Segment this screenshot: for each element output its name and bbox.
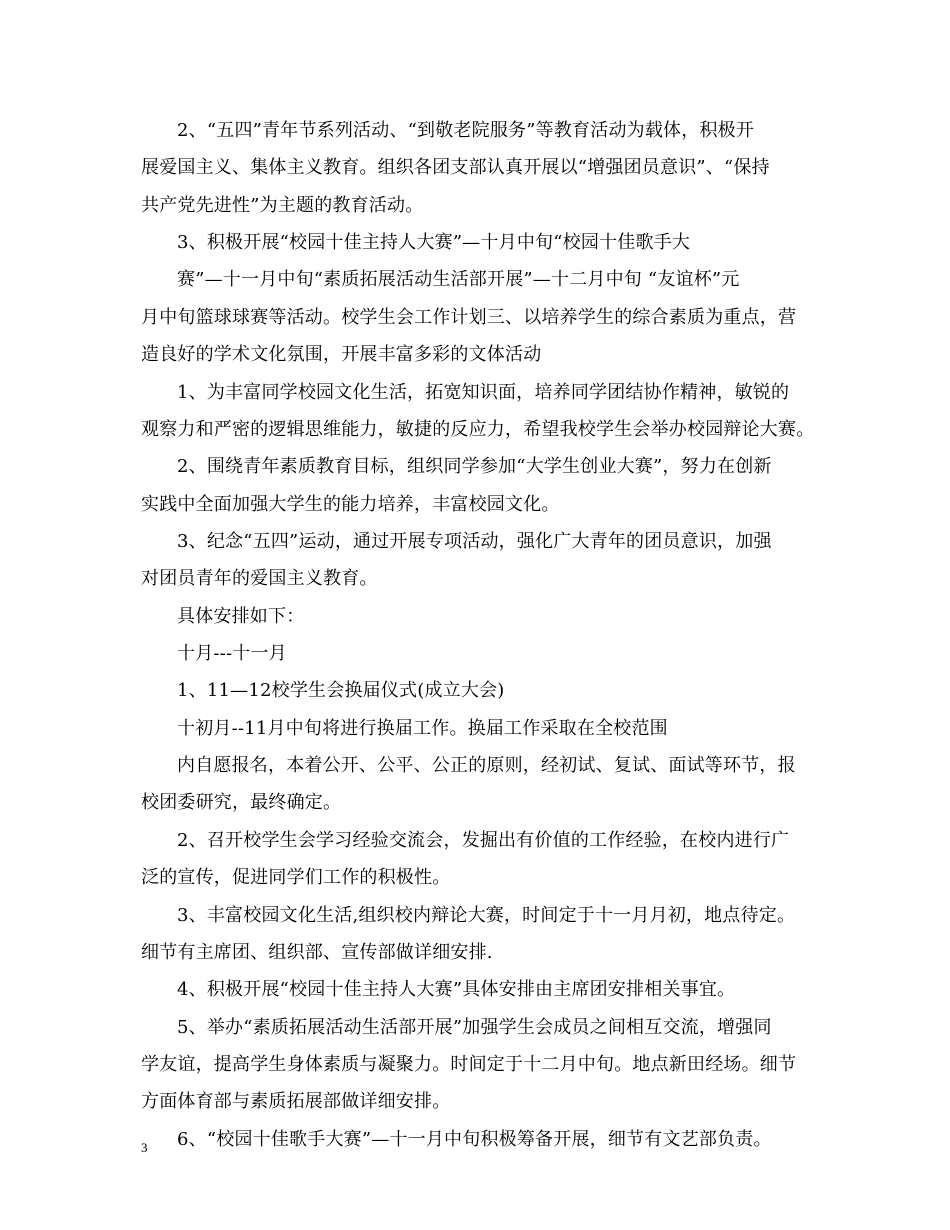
- text-line: 4、积极开展“校园十佳主持人大赛”具体安排由主席团安排相关事宜。: [177, 979, 736, 1001]
- text-line: 2、“五四”青年节系列活动、“到敬老院服务”等教育活动为载体，积极开: [177, 120, 755, 141]
- text-line: 2、召开校学生会学习经验交流会，发掘出有价值的工作经验，在校内进行广: [177, 829, 790, 851]
- text-line: 2、围绕青年素质教育目标，组织同学参加“大学生创业大赛”，努力在创新: [177, 456, 772, 478]
- text-line: 3、积极开展“校园十佳主持人大赛”—十月中旬“校园十佳歌手大: [177, 232, 691, 254]
- text-line: 学友谊，提高学生身体素质与凝聚力。时间定于十二月中旬。地点新田经场。细节: [141, 1053, 797, 1075]
- text-line: 展爱国主义、集体主义教育。组织各团支部认真开展以“增强团员意识”、“保持: [141, 157, 770, 179]
- text-line: 1、为丰富同学校园文化生活，拓宽知识面，培养同学团结协作精神，敏锐的: [177, 381, 790, 403]
- text-line: 方面体育部与素质拓展部做详细安排。: [141, 1091, 451, 1113]
- text-line: 对团员青年的爱国主义教育。: [141, 568, 378, 590]
- text-line: 造良好的学术文化氛围，开展丰富多彩的文体活动: [141, 344, 542, 366]
- text-line: 6、“校园十佳歌手大赛”—十一月中旬积极筹备开展，细节有文艺部负责。: [177, 1128, 772, 1150]
- text-line: 校团委研究，最终确定。: [141, 792, 342, 814]
- text-line: 内自愿报名，本着公开、公平、公正的原则，经初试、复试、面试等环节，报: [177, 755, 796, 777]
- text-line: 十月---十一月: [177, 643, 287, 665]
- text-line: 细节有主席团、组织部、宣传部做详细安排.: [141, 941, 493, 963]
- text-line: 3、丰富校园文化生活,组织校内辩论大赛，时间定于十一月月初，地点待定。: [177, 904, 796, 926]
- text-line: 1、11—12校学生会换届仪式(成立大会): [177, 680, 505, 702]
- text-line: 泛的宣传，促进同学们工作的积极性。: [141, 867, 451, 889]
- page-number: 3: [141, 1140, 148, 1155]
- text-line: 5、举办“素质拓展活动生活部开展”加强学生会成员之间相互交流，增强同: [177, 1016, 772, 1038]
- text-line: 实践中全面加强大学生的能力培养，丰富校园文化。: [141, 493, 560, 515]
- text-line: 3、纪念“五四”运动，通过开展专项活动，强化广大青年的团员意识，加强: [177, 530, 772, 552]
- text-line: 月中旬篮球球赛等活动。校学生会工作计划三、以培养学生的综合素质为重点，营: [141, 306, 797, 328]
- document-body: [141, 112, 813, 1158]
- text-line: 具体安排如下：: [177, 605, 305, 627]
- text-line: 共产党先进性”为主题的教育活动。: [141, 194, 424, 216]
- text-line: 十初月--11月中旬将进行换届工作。换届工作采取在全校范围: [177, 717, 668, 739]
- text-line: 赛”—十一月中旬“素质拓展活动生活部开展”—十二月中旬 “友谊杯”元: [177, 269, 740, 291]
- text-line: 观察力和严密的逻辑思维能力，敏捷的反应力，希望我校学生会举办校园辩论大赛。: [141, 418, 815, 440]
